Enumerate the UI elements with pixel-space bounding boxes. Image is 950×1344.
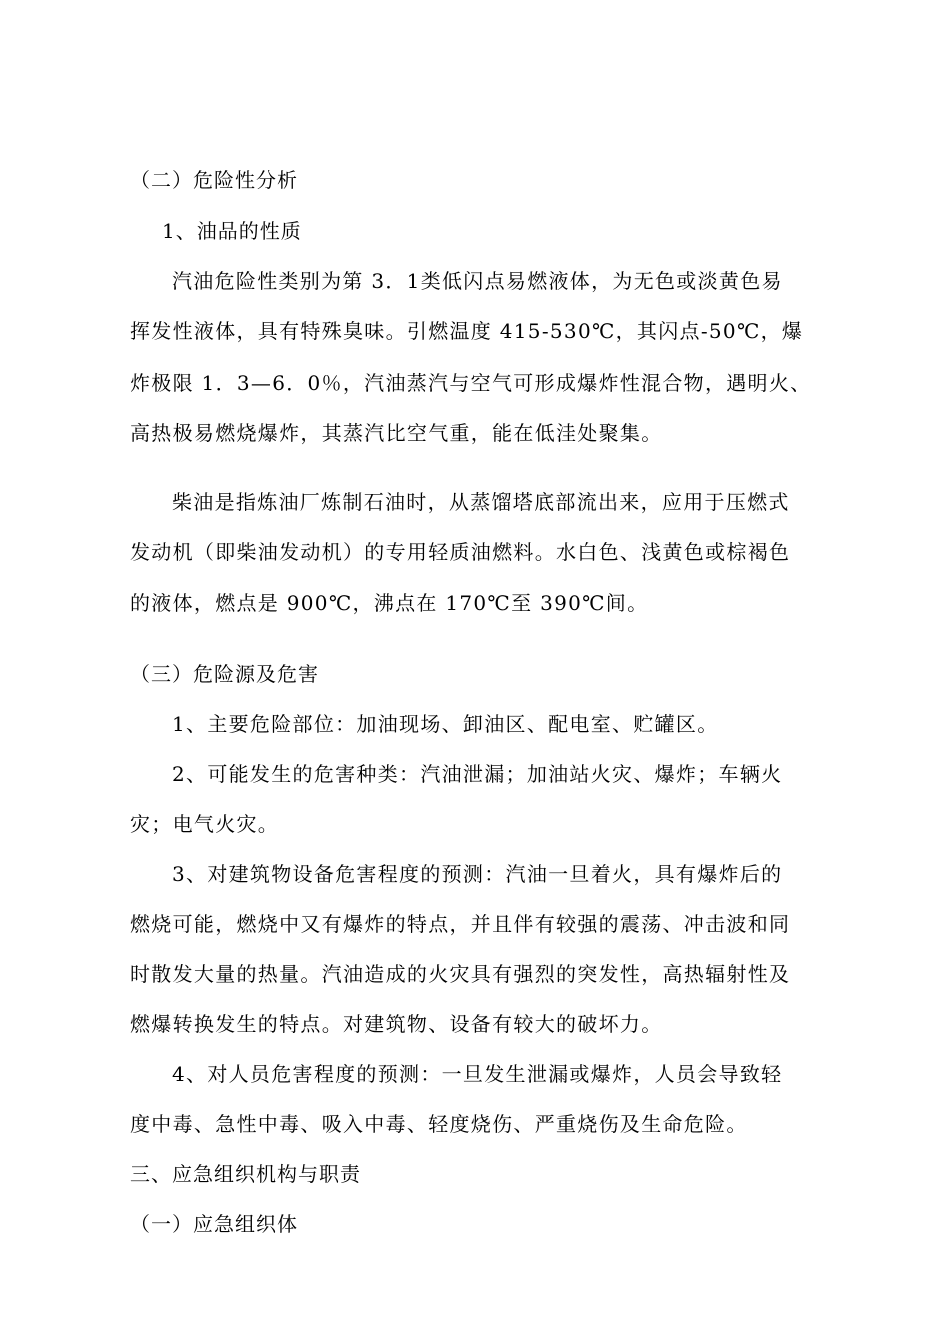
item-heading-oil-properties: 1、油品的性质 xyxy=(162,219,302,243)
paragraph-line: 发动机（即柴油发动机）的专用轻质油燃料。水白色、浅黄色或棕褐色 xyxy=(130,540,791,564)
chapter-heading-emergency-organization: 三、应急组织机构与职责 xyxy=(130,1162,361,1186)
paragraph-line: 汽油危险性类别为第 3．1类低闪点易燃液体，为无色或淡黄色易 xyxy=(172,269,783,293)
paragraph-line: 3、对建筑物设备危害程度的预测：汽油一旦着火，具有爆炸后的 xyxy=(172,862,783,886)
paragraph-line: 柴油是指炼油厂炼制石油时，从蒸馏塔底部流出来，应用于压燃式 xyxy=(172,490,790,514)
paragraph-line: 灾；电气火灾。 xyxy=(130,812,280,836)
paragraph-line: 的液体，燃点是 900℃，沸点在 170℃至 390℃间。 xyxy=(130,591,649,615)
paragraph-line: 高热极易燃烧爆炸，其蒸汽比空气重，能在低洼处聚集。 xyxy=(130,421,663,445)
paragraph-line: 炸极限 1．3—6．0％，汽油蒸汽与空气可形成爆炸性混合物，遇明火、 xyxy=(130,371,812,395)
subsection-heading-emergency-system: （一）应急组织体 xyxy=(130,1212,298,1236)
paragraph-line: 挥发性液体，具有特殊臭味。引燃温度 415-530℃，其闪点-50℃，爆 xyxy=(130,319,804,343)
paragraph-line: 1、主要危险部位：加油现场、卸油区、配电室、贮罐区。 xyxy=(172,712,719,736)
paragraph-line: 4、对人员危害程度的预测：一旦发生泄漏或爆炸，人员会导致轻 xyxy=(172,1062,783,1086)
paragraph-line: 燃烧可能，燃烧中又有爆炸的特点，并且伴有较强的震荡、冲击波和同 xyxy=(130,912,791,936)
section-heading-hazard-sources: （三）危险源及危害 xyxy=(130,662,319,686)
paragraph-line: 时散发大量的热量。汽油造成的火灾具有强烈的突发性，高热辐射性及 xyxy=(130,962,791,986)
paragraph-line: 燃爆转换发生的特点。对建筑物、设备有较大的破坏力。 xyxy=(130,1012,663,1036)
section-heading-hazard-analysis: （二）危险性分析 xyxy=(130,168,298,192)
paragraph-line: 2、可能发生的危害种类：汽油泄漏；加油站火灾、爆炸；车辆火 xyxy=(172,762,783,786)
paragraph-line: 度中毒、急性中毒、吸入中毒、轻度烧伤、严重烧伤及生命危险。 xyxy=(130,1112,748,1136)
